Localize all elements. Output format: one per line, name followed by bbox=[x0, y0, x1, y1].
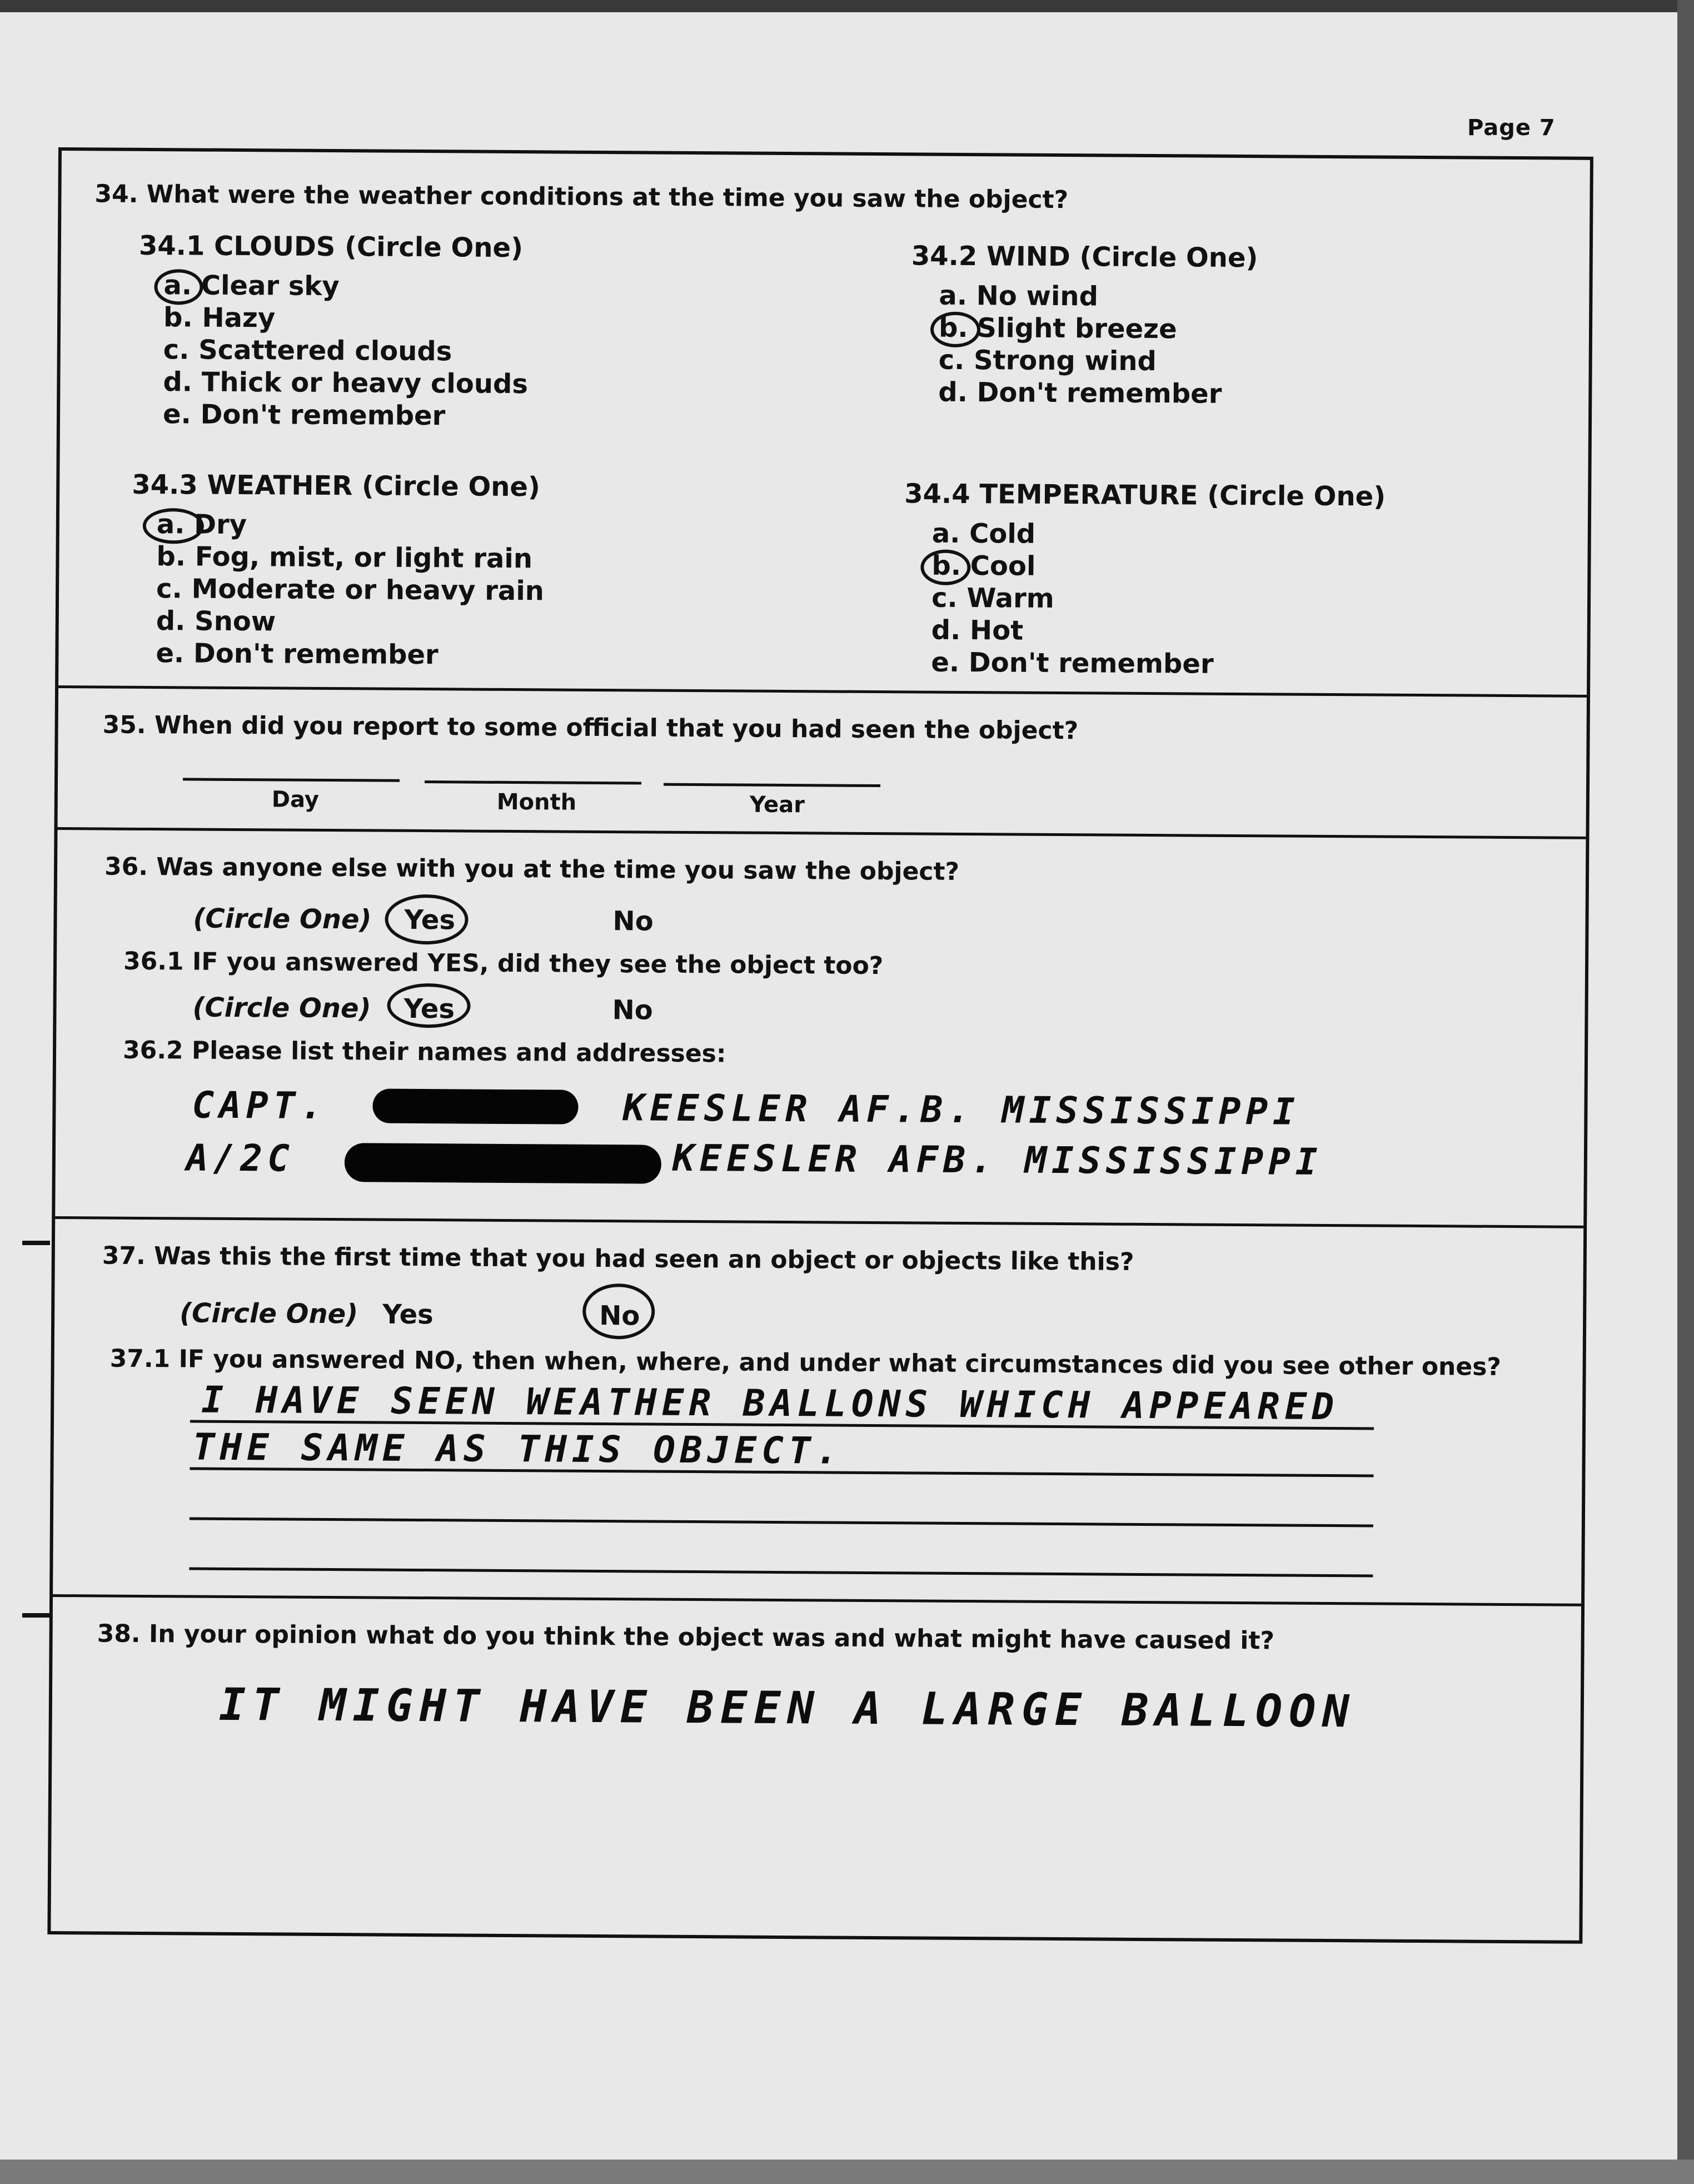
q38-answer: IT MIGHT HAVE BEEN A LARGE BALLOON bbox=[218, 1678, 1356, 1738]
weather-option-d[interactable]: d. Snow bbox=[156, 605, 276, 638]
question-35: 35. When did you report to some official that you had seen the object? bbox=[102, 710, 1079, 745]
temperature-option-c[interactable]: c. Warm bbox=[931, 582, 1054, 614]
clouds-option-e[interactable]: e. Don't remember bbox=[162, 399, 446, 432]
year-label: Year bbox=[749, 792, 805, 818]
weather-option-b[interactable]: b. Fog, mist, or light rain bbox=[156, 541, 533, 575]
answer-rule bbox=[189, 1567, 1373, 1577]
month-label: Month bbox=[496, 789, 577, 815]
q36-yes-option[interactable]: Yes bbox=[404, 904, 456, 936]
question-34: 34. What were the weather conditions at the time you saw the object? bbox=[94, 180, 1069, 215]
weather-selected-circle bbox=[143, 508, 204, 544]
temperature-option-d[interactable]: d. Hot bbox=[931, 614, 1024, 646]
witness-1-prefix: CAPT. bbox=[192, 1083, 328, 1127]
witness-2-address: KEESLER AFB. MISSISSIPPI bbox=[672, 1136, 1323, 1183]
q36-selected-circle bbox=[385, 894, 469, 945]
temperature-option-a[interactable]: a. Cold bbox=[931, 518, 1036, 550]
scan-right-edge bbox=[1677, 0, 1694, 2184]
day-field[interactable] bbox=[183, 778, 400, 782]
q36-1-selected-circle bbox=[387, 983, 470, 1028]
temperature-option-b[interactable]: b. Cool bbox=[931, 550, 1036, 582]
wind-option-d[interactable]: d. Don't remember bbox=[938, 376, 1222, 410]
wind-option-c[interactable]: c. Strong wind bbox=[938, 344, 1157, 377]
clouds-option-b[interactable]: b. Hazy bbox=[163, 302, 276, 334]
scan-top-edge bbox=[0, 0, 1694, 12]
form-frame bbox=[47, 147, 1593, 1944]
wind-selected-circle bbox=[930, 312, 980, 348]
q37-yes-option[interactable]: Yes bbox=[382, 1299, 434, 1331]
wind-label: 34.2 WIND (Circle One) bbox=[911, 240, 1258, 274]
witness-2-prefix: A/2C bbox=[186, 1136, 295, 1180]
year-field[interactable] bbox=[664, 783, 880, 787]
clouds-selected-circle bbox=[154, 269, 203, 305]
page-number: Page 7 bbox=[1467, 115, 1556, 141]
section-37 bbox=[53, 1219, 1583, 1606]
wind-option-a[interactable]: a. No wind bbox=[939, 280, 1099, 312]
q37-1-answer-line-1: I HAVE SEEN WEATHER BALLONS WHICH APPEARED bbox=[201, 1378, 1339, 1429]
section-35 bbox=[57, 688, 1587, 839]
question-36-1: 36.1 IF you answered YES, did they see the object too? bbox=[123, 947, 884, 981]
clouds-option-a[interactable]: a. Clear sky bbox=[163, 270, 340, 302]
margin-mark bbox=[22, 1613, 50, 1618]
temperature-selected-circle bbox=[920, 549, 970, 585]
answer-rule bbox=[190, 1517, 1373, 1527]
form-page bbox=[0, 12, 1677, 2160]
q36-1-no-option[interactable]: No bbox=[612, 994, 653, 1026]
temperature-label: 34.4 TEMPERATURE (Circle One) bbox=[904, 478, 1386, 513]
wind-option-b[interactable]: b. Slight breeze bbox=[938, 312, 1177, 345]
q36-1-circle-one: (Circle One) bbox=[192, 992, 371, 1024]
q37-circle-one: (Circle One) bbox=[180, 1297, 358, 1330]
q36-no-option[interactable]: No bbox=[612, 906, 654, 937]
day-label: Day bbox=[271, 787, 320, 813]
section-34 bbox=[58, 151, 1590, 698]
scan-bottom-edge bbox=[0, 2160, 1694, 2184]
question-37: 37. Was this the first time that you had seen an object or objects like this? bbox=[102, 1241, 1134, 1276]
question-38: 38. In your opinion what do you think the object was and what might have caused it? bbox=[97, 1619, 1275, 1655]
q36-1-yes-option[interactable]: Yes bbox=[403, 993, 455, 1025]
section-38 bbox=[51, 1597, 1581, 1940]
clouds-option-c[interactable]: c. Scattered clouds bbox=[163, 334, 452, 367]
question-37-1: 37.1 IF you answered NO, then when, where, and under what circumstances did you see other ones? bbox=[109, 1344, 1502, 1381]
month-field[interactable] bbox=[425, 780, 641, 784]
q36-circle-one: (Circle One) bbox=[193, 903, 372, 936]
weather-label: 34.3 WEATHER (Circle One) bbox=[132, 469, 541, 503]
redaction-bar bbox=[372, 1088, 578, 1124]
weather-option-e[interactable]: e. Don't remember bbox=[156, 638, 439, 671]
margin-mark bbox=[22, 1241, 50, 1245]
section-36 bbox=[55, 830, 1586, 1228]
clouds-label: 34.1 CLOUDS (Circle One) bbox=[138, 230, 524, 264]
q37-1-answer-line-2: THE SAME AS THIS OBJECT. bbox=[192, 1425, 843, 1472]
witness-1-address: KEESLER AF.B. MISSISSIPPI bbox=[622, 1086, 1301, 1133]
question-36-2: 36.2 Please list their names and addresses: bbox=[122, 1036, 726, 1068]
q37-selected-circle bbox=[582, 1283, 655, 1340]
weather-option-a[interactable]: a. Dry bbox=[156, 509, 247, 541]
q37-no-option[interactable]: No bbox=[599, 1300, 640, 1332]
clouds-option-d[interactable]: d. Thick or heavy clouds bbox=[163, 366, 529, 400]
weather-option-c[interactable]: c. Moderate or heavy rain bbox=[156, 573, 545, 607]
redaction-bar bbox=[345, 1143, 661, 1183]
question-36: 36. Was anyone else with you at the time you saw the object? bbox=[104, 852, 960, 886]
temperature-option-e[interactable]: e. Don't remember bbox=[931, 646, 1214, 680]
